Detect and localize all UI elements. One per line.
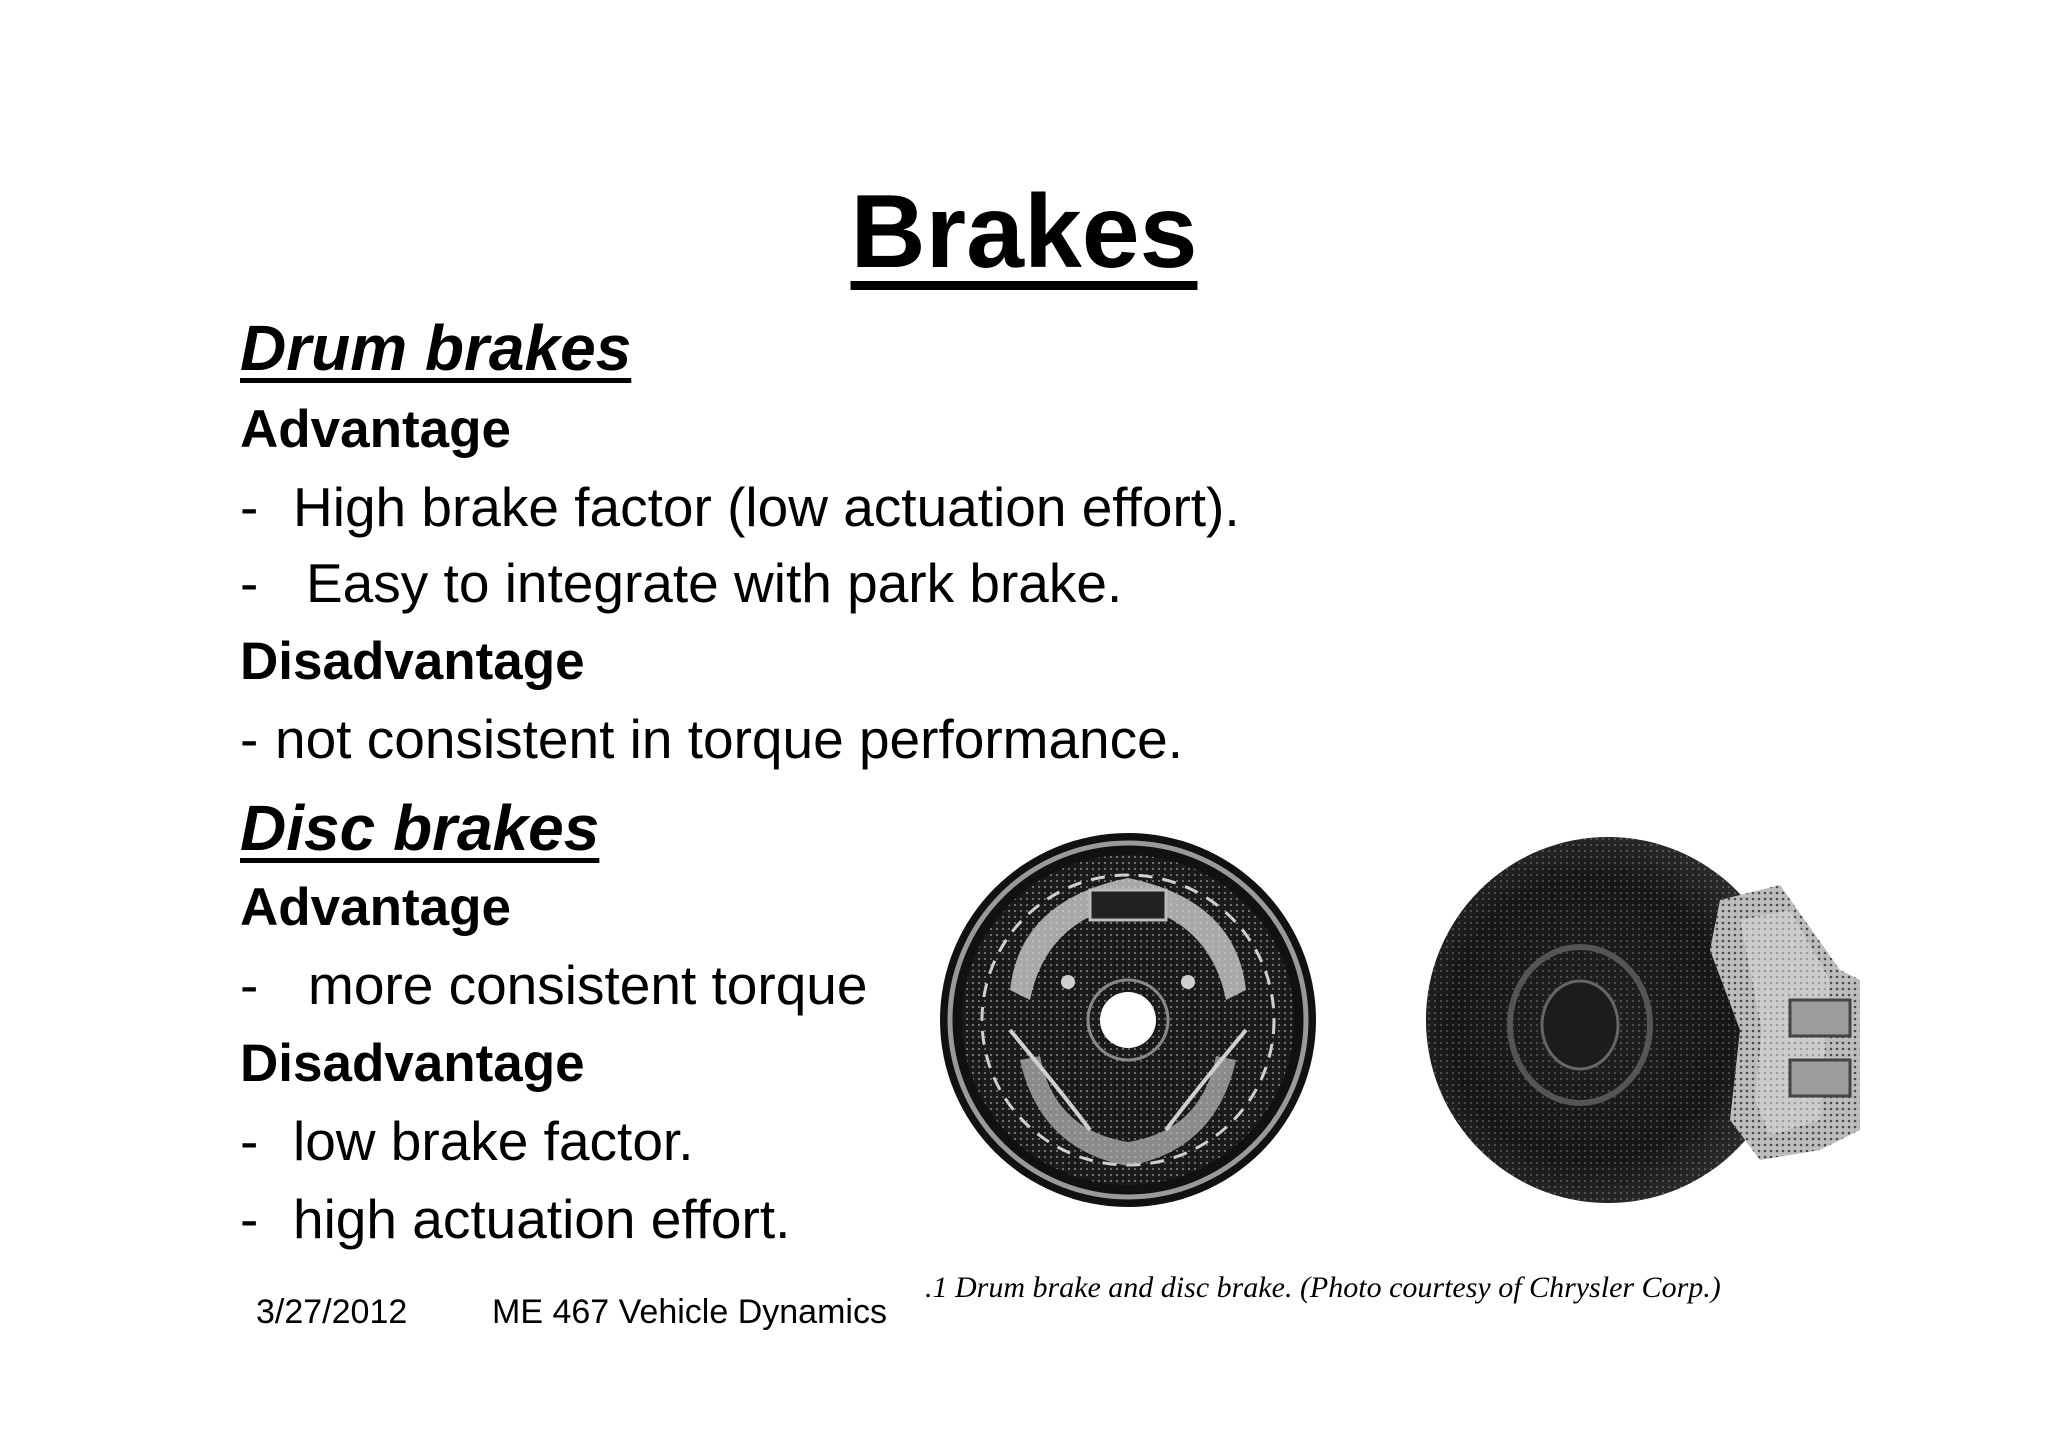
- drum-brake-photo: [940, 833, 1316, 1207]
- drum-disadvantage-label: Disadvantage: [240, 632, 585, 691]
- bullet-dash: -: [240, 708, 259, 770]
- figure-caption: .1 Drum brake and disc brake. (Photo courtesy of Chrysler Corp.): [925, 1271, 1721, 1304]
- bullet-dash: -: [240, 954, 259, 1016]
- bullet-text: more consistent torque: [308, 954, 868, 1016]
- bullet-text: Easy to integrate with park brake.: [306, 552, 1123, 614]
- bullet-text: High brake factor (low actuation effort).: [293, 476, 1240, 538]
- bullet-dash: -: [240, 1110, 259, 1172]
- drum-advantage-item-2: [240, 550, 1122, 616]
- bullet-dash: -: [240, 476, 259, 538]
- drum-advantage-item-1: [240, 474, 1240, 540]
- disc-disadvantage-item-1: [240, 1108, 693, 1174]
- drum-disadvantage-item-1: [240, 706, 1183, 772]
- drum-advantage-label: Advantage: [240, 400, 511, 459]
- bullet-text: high actuation effort.: [293, 1188, 791, 1250]
- footer-course: ME 467 Vehicle Dynamics: [492, 1293, 887, 1331]
- bullet-text: low brake factor.: [293, 1110, 694, 1172]
- disc-advantage-label: Advantage: [240, 878, 511, 937]
- slide-title: Brakes: [850, 174, 1198, 290]
- bullet-text: not consistent in torque performance.: [275, 708, 1184, 770]
- disc-disadvantage-label: Disadvantage: [240, 1034, 585, 1093]
- bullet-dash: -: [240, 552, 259, 614]
- footer-date: 3/27/2012: [256, 1293, 408, 1331]
- brake-photos: [940, 830, 1860, 1210]
- disc-disadvantage-item-2: [240, 1186, 790, 1252]
- disc-advantage-item-1: [240, 952, 867, 1018]
- drum-brakes-heading: Drum brakes: [240, 312, 632, 384]
- bullet-dash: -: [240, 1188, 259, 1250]
- disc-brake-photo: [1426, 837, 1860, 1203]
- disc-brakes-heading: Disc brakes: [240, 792, 600, 864]
